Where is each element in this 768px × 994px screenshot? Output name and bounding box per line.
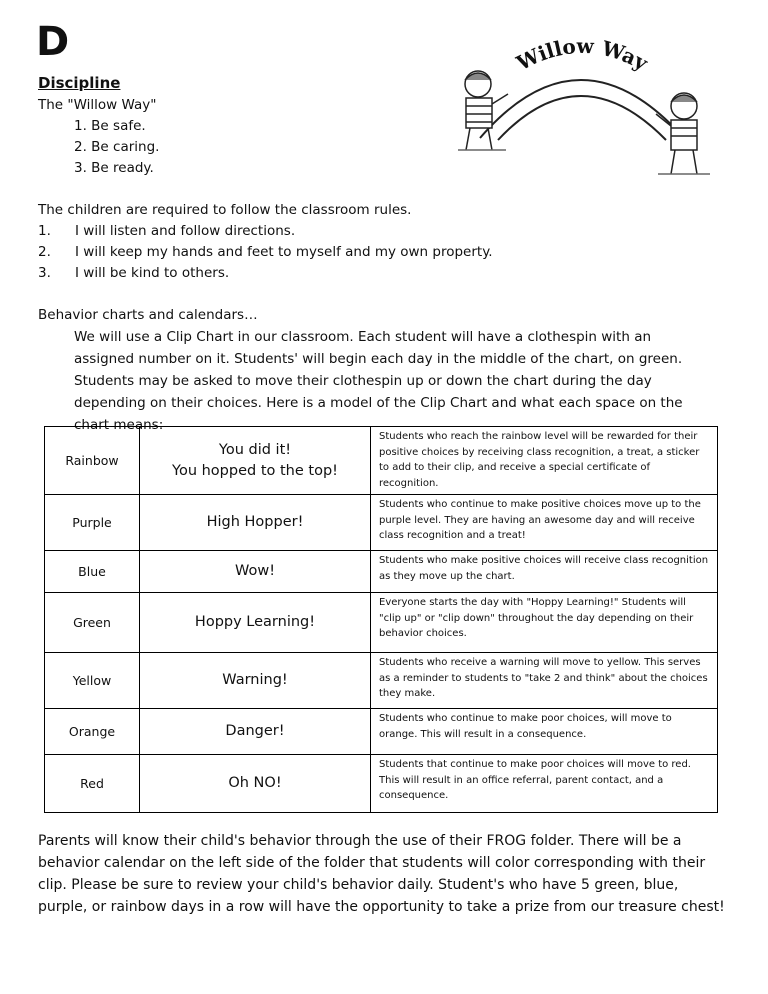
classroom-rule-1 [38, 221, 295, 241]
rule-text: I will listen and follow directions. [75, 223, 296, 239]
level-label: Purple [45, 495, 140, 551]
slogan-line-2: You hopped to the top! [172, 462, 338, 479]
classroom-rule-2 [38, 242, 493, 262]
level-label: Blue [45, 551, 140, 593]
classroom-rules-intro: The children are required to follow the classroom rules. [38, 202, 412, 218]
clip-chart-row-red [45, 755, 718, 813]
kid-right-figure [656, 93, 710, 174]
clip-chart-row-orange [45, 709, 718, 755]
level-slogan: Hoppy Learning! [140, 593, 371, 653]
clip-chart-row-yellow [45, 653, 718, 709]
rule-text: I will keep my hands and feet to myself and my own property. [75, 244, 493, 260]
level-slogan: Oh NO! [140, 755, 371, 813]
willow-way-illustration [452, 28, 720, 194]
rule-number: 3. [38, 265, 51, 281]
level-description: Students who continue to make poor choices, will move to orange. This will result in a consequence. [371, 709, 718, 755]
willow-rule-2: 2. Be caring. [74, 139, 160, 155]
logo-text: Willow Way [512, 33, 652, 76]
willow-rule-1: 1. Be safe. [74, 118, 146, 134]
clip-chart-row-purple [45, 495, 718, 551]
clip-chart-row-green [45, 593, 718, 653]
level-description: Students who receive a warning will move to yellow. This serves as a reminder to students to "take 2 and think" about the choices they make. [371, 653, 718, 709]
classroom-rule-3 [38, 263, 229, 283]
section-title: Discipline [38, 74, 121, 92]
slogan-line-1: You did it! [218, 441, 292, 458]
level-slogan: Wow! [140, 551, 371, 593]
level-description: Students who reach the rainbow level will be rewarded for their positive choices by receiving class recognition, a treat, a sticker to add to their clip, and receive a special certificate of recognition. [371, 427, 718, 495]
level-label: Yellow [45, 653, 140, 709]
level-description: Students that continue to make poor choices will move to red. This will result in an office referral, parent contact, and a consequence. [371, 755, 718, 813]
level-label: Green [45, 593, 140, 653]
level-label: Orange [45, 709, 140, 755]
willow-rule-3: 3. Be ready. [74, 160, 154, 176]
level-description: Students who make positive choices will receive class recognition as they move up the chart. [371, 551, 718, 593]
behavior-paragraph: We will use a Clip Chart in our classroom. Each student will have a clothespin with an assigned number on it. Students' will begin each day in the middle of the chart, on green. Students may be asked to move their clothespin up or down the chart during the day depending on their choices. Here is a model of the Clip Chart and what each space on the chart means: [74, 329, 683, 433]
willow-way-intro: The "Willow Way" [38, 97, 157, 113]
rule-text: I will be kind to others. [75, 265, 230, 281]
behavior-heading: Behavior charts and calendars… [38, 307, 258, 323]
level-slogan: High Hopper! [140, 495, 371, 551]
parent-info-paragraph: Parents will know their child's behavior through the use of their FROG folder. There will be a behavior calendar on the left side of the folder that students will color corresponding with their clip. Please be sure to review your child's behavior daily. Student's who have 5 green, blue, purple, or rainbow days in a row will have the opportunity to take a prize from our treasure chest! [38, 833, 725, 915]
clip-chart-table [44, 426, 718, 813]
level-description: Everyone starts the day with "Hoppy Learning!" Students will "clip up" or "clip down" throughout the day depending on their behavior choices. [371, 593, 718, 653]
level-label: Red [45, 755, 140, 813]
level-slogan: Warning! [140, 653, 371, 709]
section-letter: D [36, 19, 70, 65]
rule-number: 2. [38, 244, 51, 260]
level-description: Students who continue to make positive choices move up to the purple level. They are having an awesome day and will receive class recognition and a treat! [371, 495, 718, 551]
level-slogan [140, 427, 371, 495]
clip-chart-row-rainbow [45, 427, 718, 495]
level-slogan: Danger! [140, 709, 371, 755]
clip-chart-row-blue [45, 551, 718, 593]
rule-number: 1. [38, 223, 51, 239]
level-label: Rainbow [45, 427, 140, 495]
